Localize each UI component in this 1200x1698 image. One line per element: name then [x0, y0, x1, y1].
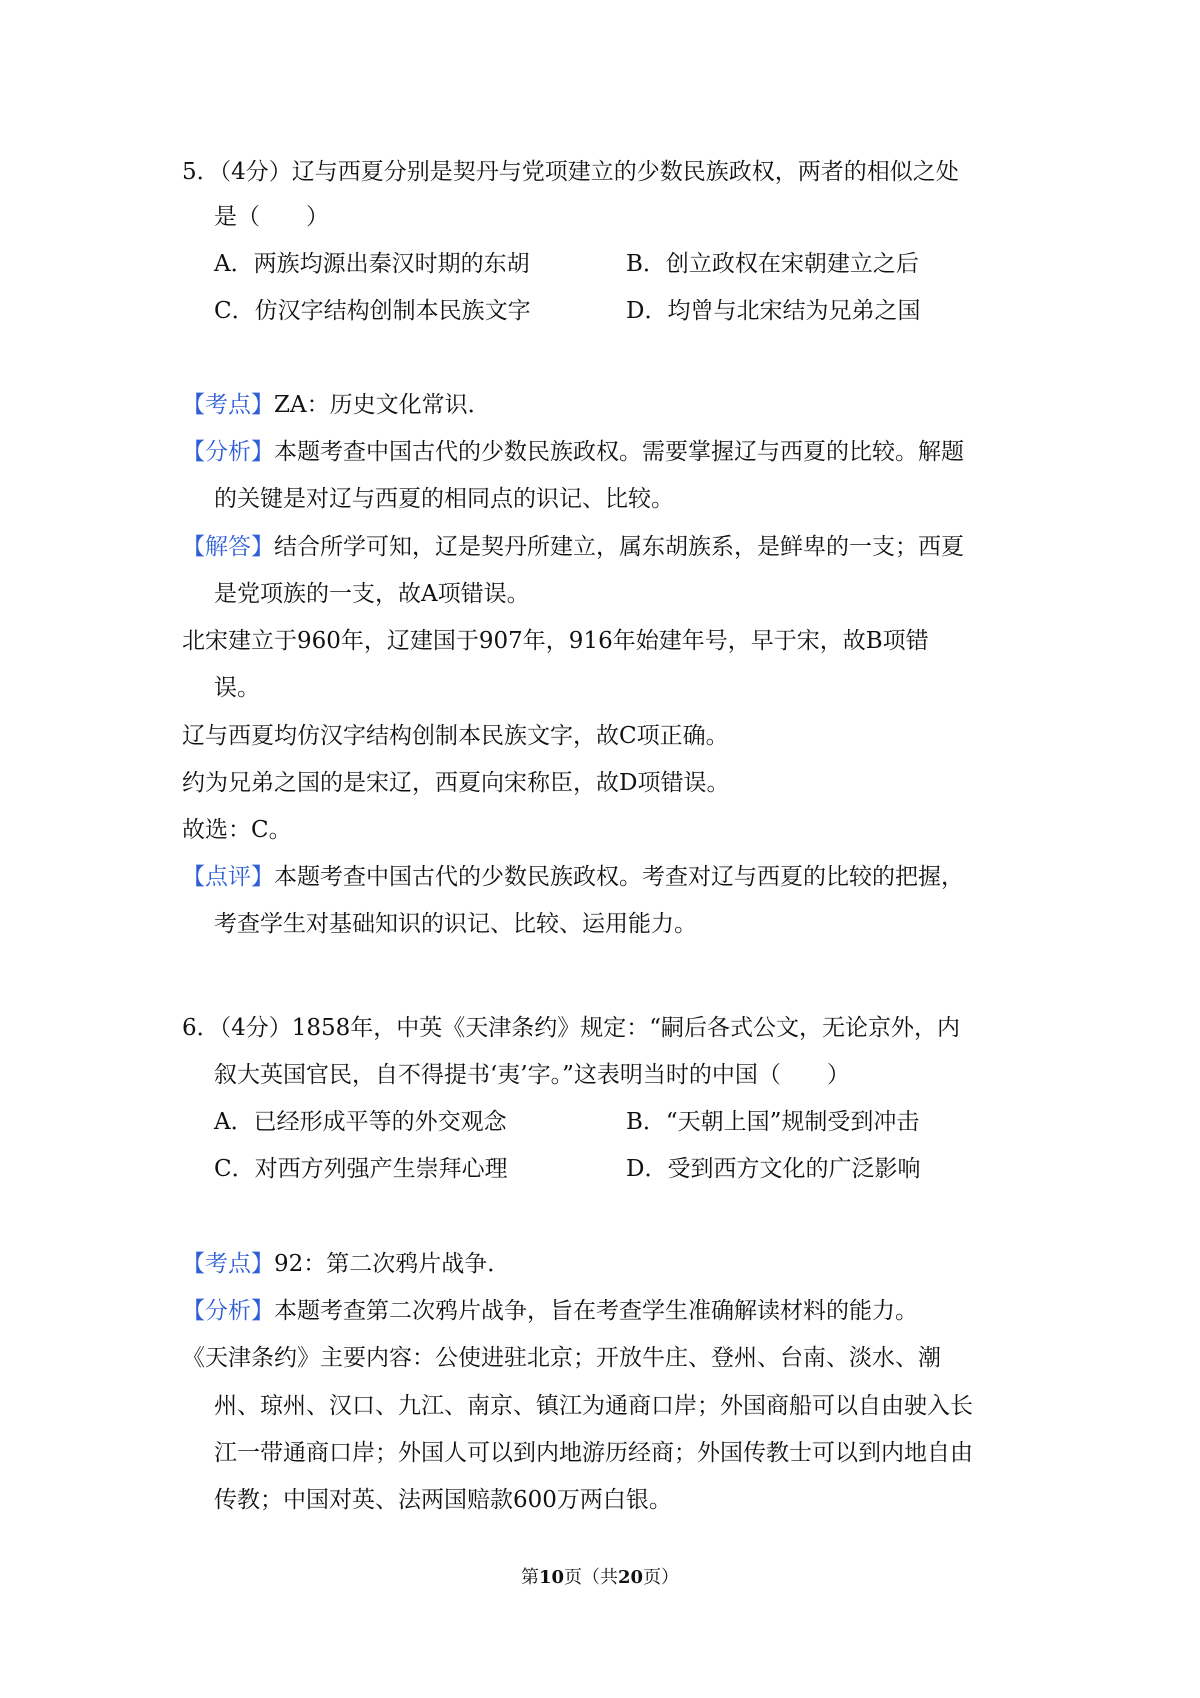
footer-suffix: 页）: [643, 1567, 680, 1588]
q5-fenxi: [182, 436, 964, 468]
q6-stem-line1: 6．（4分）1858年，中英《天津条约》规定：“嗣后各式公文，无论京外，内: [182, 1015, 961, 1041]
q6-option-c: C．对西方列强产生崇拜心理: [214, 1156, 508, 1182]
q6-stem-line2: 叙大英国官民，自不得提书‘夷’字。”这表明当时的中国（ ）: [214, 1062, 850, 1088]
q5-jieda-line2: 是党项族的一支，故A项错误。: [214, 581, 530, 607]
fenxi-label: 【分析】: [182, 1298, 274, 1324]
fenxi-text: 本题考查中国古代的少数民族政权。需要掌握辽与西夏的比较。解题: [274, 439, 964, 465]
fenxi-text: 本题考查第二次鸦片战争，旨在考查学生准确解读材料的能力。: [274, 1298, 918, 1324]
q5-body-line4: 约为兄弟之国的是宋辽，西夏向宋称臣，故D项错误。: [182, 770, 730, 796]
q6-fenxi: [182, 1295, 918, 1327]
q5-option-a: A．两族均源出秦汉时期的东胡: [214, 251, 530, 277]
footer-total-pages: 20: [618, 1567, 644, 1588]
kaodian-text: ZA：历史文化常识．: [274, 392, 491, 418]
kaodian-label: 【考点】: [182, 1251, 274, 1277]
q5-option-c: C．仿汉字结构创制本民族文字: [214, 298, 531, 324]
q5-stem-line2: 是（ ）: [214, 204, 329, 230]
q5-body-line5: 故选：C。: [182, 817, 292, 843]
q5-option-b: B．创立政权在宋朝建立之后: [626, 251, 919, 277]
q5-dianping-line2: 考查学生对基础知识的识记、比较、运用能力。: [214, 911, 697, 937]
q6-option-a: A．已经形成平等的外交观念: [214, 1109, 507, 1135]
jieda-label: 【解答】: [182, 534, 274, 560]
footer-page-number: 10: [538, 1567, 564, 1588]
q5-jieda: [182, 531, 964, 563]
q5-body-line2: 误。: [214, 675, 260, 701]
q5-dianping: [182, 861, 964, 893]
q5-stem-line1: 5．（4分）辽与西夏分别是契丹与党项建立的少数民族政权，两者的相似之处: [182, 159, 959, 185]
q6-option-d: D．受到西方文化的广泛影响: [626, 1156, 921, 1182]
q6-body-line1: 《天津条约》主要内容：公使进驻北京；开放牛庄、登州、台南、淡水、潮: [182, 1345, 941, 1371]
q5-body-line1: 北宋建立于960年，辽建国于907年，916年始建年号，早于宋，故B项错: [182, 628, 929, 654]
dianping-text: 本题考查中国古代的少数民族政权。考查对辽与西夏的比较的把握，: [274, 864, 964, 890]
fenxi-label: 【分析】: [182, 439, 274, 465]
q5-kaodian: [182, 389, 491, 421]
q6-option-b: B．“天朝上国”规制受到冲击: [626, 1109, 920, 1135]
jieda-text: 结合所学可知，辽是契丹所建立，属东胡族系，是鲜卑的一支；西夏: [274, 534, 964, 560]
kaodian-text: 92：第二次鸦片战争．: [274, 1251, 511, 1277]
q6-body-line3: 江一带通商口岸；外国人可以到内地游历经商；外国传教士可以到内地自由: [214, 1440, 973, 1466]
dianping-label: 【点评】: [182, 864, 274, 890]
page-footer: [0, 1566, 1200, 1590]
q5-option-d: D．均曾与北宋结为兄弟之国: [626, 298, 921, 324]
q6-body-line4: 传教；中国对英、法两国赔款600万两白银。: [214, 1487, 672, 1513]
footer-mid: 页（共: [564, 1567, 618, 1588]
q6-kaodian: [182, 1248, 510, 1280]
q6-body-line2: 州、琼州、汉口、九江、南京、镇江为通商口岸；外国商船可以自由驶入长: [214, 1393, 973, 1419]
footer-prefix: 第: [520, 1567, 539, 1588]
kaodian-label: 【考点】: [182, 392, 274, 418]
q5-body-line3: 辽与西夏均仿汉字结构创制本民族文字，故C项正确。: [182, 723, 729, 749]
q5-fenxi-line2: 的关键是对辽与西夏的相同点的识记、比较。: [214, 486, 674, 512]
